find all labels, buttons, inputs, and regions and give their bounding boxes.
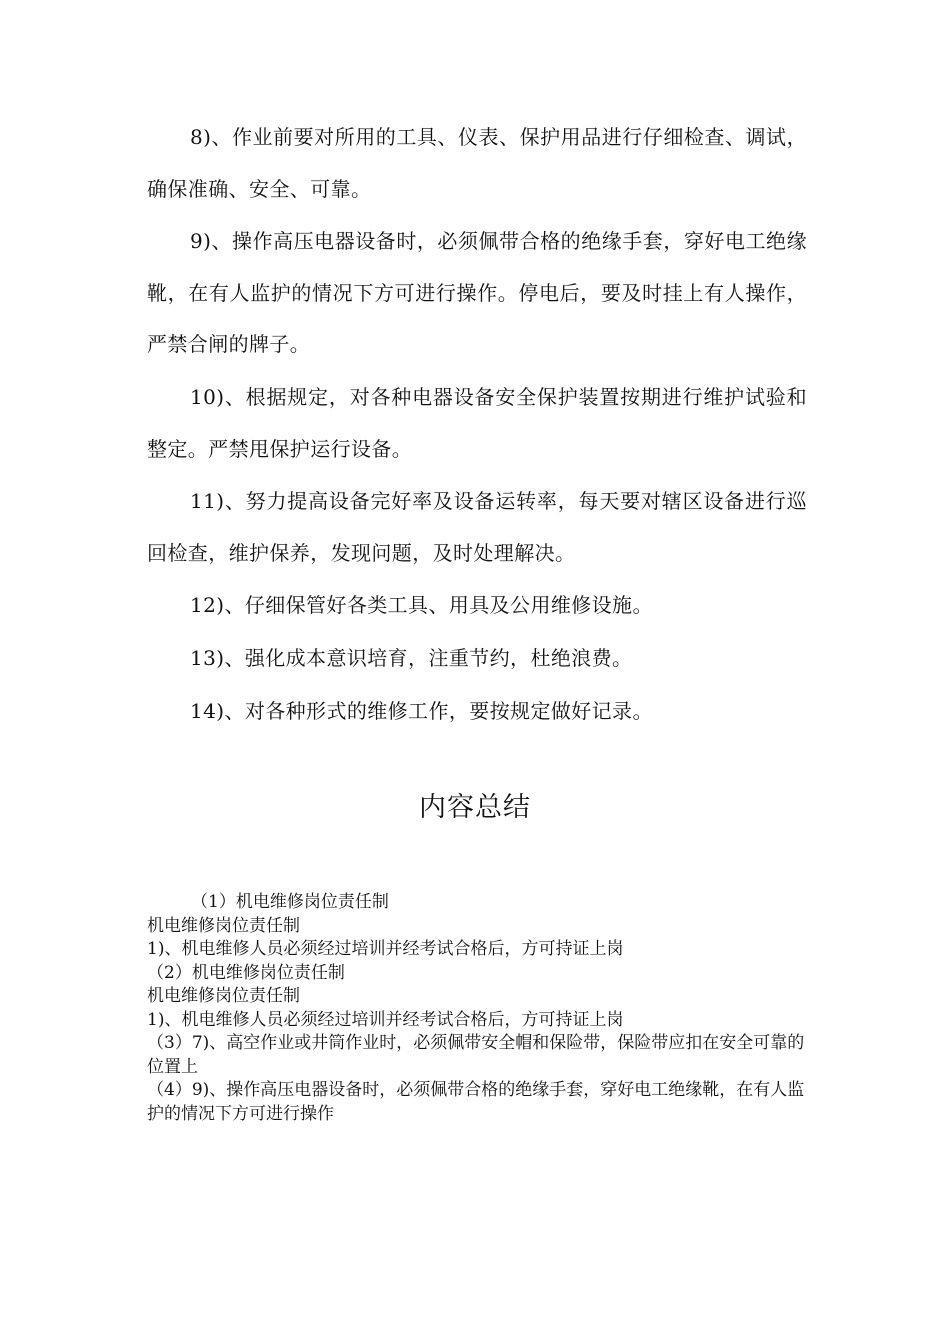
summary-line: （2）机电维修岗位责任制 xyxy=(147,962,345,983)
summary-line: 1)、机电维修人员必须经过培训并经考试合格后，方可持证上岗 xyxy=(147,939,624,959)
paragraph-9: 9)、操作高压电器设备时，必须佩带合格的绝缘手套，穿好电工绝缘靴，在有人监护的情况下方可进行操作。停电后，要及时挂上有人操作，严禁合闸的牌子。 xyxy=(147,229,807,357)
body-section xyxy=(147,112,807,738)
summary-title: 内容总结 xyxy=(419,792,531,823)
paragraph-14: 14)、对各种形式的维修工作，要按规定做好记录。 xyxy=(190,698,653,723)
paragraph-13: 13)、强化成本意识培育，注重节约，杜绝浪费。 xyxy=(190,645,633,670)
paragraph-12: 12)、仔细保管好各类工具、用具及公用维修设施。 xyxy=(190,593,653,618)
summary-line: 机电维修岗位责任制 xyxy=(147,986,300,1006)
summary-section xyxy=(147,891,807,1126)
summary-line: 机电维修岗位责任制 xyxy=(147,915,300,936)
summary-line: （4）9)、操作高压电器设备时，必须佩带合格的绝缘手套，穿好电工绝缘靴，在有人监护的情况下方可进行操作 xyxy=(147,1080,805,1124)
summary-line: 1)、机电维修人员必须经过培训并经考试合格后，方可持证上岗 xyxy=(147,1009,624,1030)
paragraph-8: 8)、作业前要对所用的工具、仪表、保护用品进行仔细检查、调试，确保准确、安全、可靠。 xyxy=(147,125,807,201)
paragraph-11: 11)、努力提高设备完好率及设备运转率，每天要对辖区设备进行巡回检查，维护保养，发现问题，及时处理解决。 xyxy=(147,489,807,565)
summary-line: （1）机电维修岗位责任制 xyxy=(191,892,389,912)
summary-line: （3）7)、高空作业或井筒作业时，必须佩带安全帽和保险带，保险带应扣在安全可靠的位置上 xyxy=(147,1033,805,1077)
paragraph-10: 10)、根据规定，对各种电器设备安全保护装置按期进行维护试验和整定。严禁甩保护运行设备。 xyxy=(147,384,807,461)
